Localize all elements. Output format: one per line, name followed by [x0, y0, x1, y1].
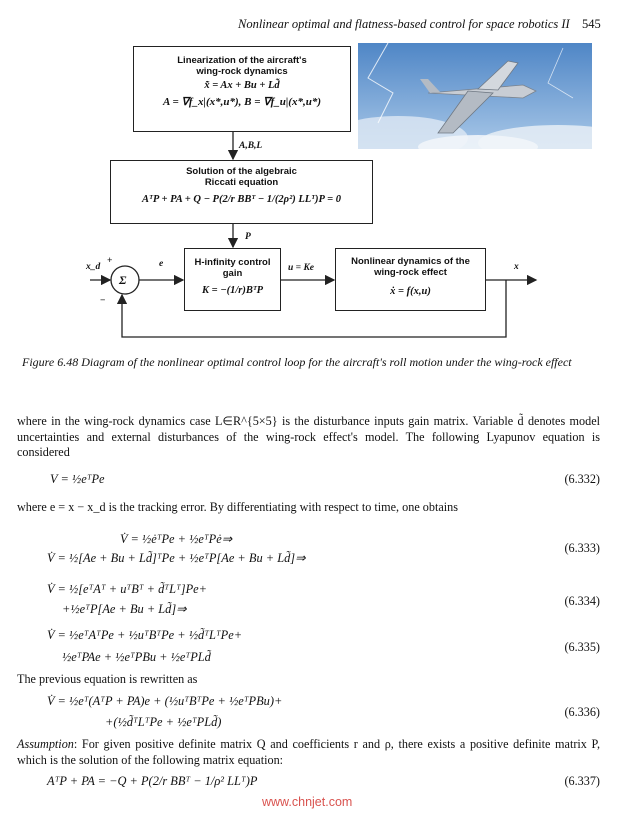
equation-number-6336: (6.336) [564, 705, 600, 719]
equation-number-6332: (6.332) [564, 472, 600, 486]
assumption-label: Assumption [17, 737, 74, 751]
diagram-connectors [0, 0, 628, 350]
equation-6335-line2: ½eᵀPAe + ½eᵀPBu + ½eᵀPLd̃ [62, 650, 211, 664]
equation-6334-line1: V̇ = ½[eᵀAᵀ + uᵀBᵀ + d̃ᵀLᵀ]Pe+ [47, 582, 208, 596]
equation-6336-line1: V̇ = ½eᵀ(AᵀP + PA)e + (½uᵀBᵀPe + ½eᵀPBu)+ [47, 694, 283, 708]
label-p: P [245, 232, 251, 242]
linearized-model-eq: x̃̇ = Ax + Bu + Ld̃ [204, 80, 280, 91]
figure-caption: Figure 6.48 Diagram of the nonlinear optimal control loop for the aircraft's roll motion under the wing-rock effect [22, 355, 572, 369]
running-header: Nonlinear optimal and flatness-based control for space robotics II [238, 17, 570, 31]
riccati-eq: AᵀP + PA + Q − P(2/r BBᵀ − 1/(2ρ²) LLᵀ)P = 0 [142, 194, 341, 205]
linearization-title: Linearization of the aircraft's wing-rock dynamics [177, 55, 307, 77]
equation-6333-line1: V̇ = ½ėᵀPe + ½eᵀPė⇒ [120, 532, 233, 546]
equation-6333-line2: V̇ = ½[Ae + Bu + Ld̃]ᵀPe + ½eᵀP[Ae + Bu + Ld̃]⇒ [47, 551, 306, 565]
paragraph-3: The previous equation is rewritten as [17, 672, 198, 686]
label-minus: − [100, 296, 106, 306]
wing-rock-dynamics-title: Nonlinear dynamics of the wing-rock effect [351, 256, 470, 278]
hinf-gain-title: H-infinity control gain [194, 257, 271, 279]
equation-6335-line1: V̇ = ½eᵀAᵀPe + ½uᵀBᵀPe + ½d̃ᵀLᵀPe+ [47, 628, 243, 642]
equation-6337: AᵀP + PA = −Q + P(2/r BBᵀ − 1/ρ² LLᵀ)P [47, 774, 258, 788]
equation-6332: V = ½eᵀPe [50, 472, 105, 486]
equation-number-6335: (6.335) [564, 640, 600, 654]
summing-junction-symbol: Σ [119, 273, 127, 287]
assumption-paragraph [17, 737, 600, 768]
equation-number-6334: (6.334) [564, 594, 600, 608]
hinf-gain-eq: K = −(1/r)BᵀP [201, 285, 264, 296]
equation-6336-line2: +(½d̃ᵀLᵀPe + ½eᵀPLd̃) [105, 715, 222, 729]
label-plus: + [107, 256, 113, 266]
label-e: e [159, 259, 164, 269]
equation-6334-line2: +½eᵀP[Ae + Bu + Ld̃]⇒ [62, 602, 187, 616]
paragraph-1: where in the wing-rock dynamics case L∈R^{5×5} is the disturbance inputs gain matrix. Variable d̃ denotes model uncertainties and external disturbances of the wing-rock effect's model. The following Lyapunov equation is considered [17, 414, 600, 459]
label-xd: x_d [86, 262, 101, 272]
label-x: x [514, 262, 519, 272]
equation-number-6333: (6.333) [564, 541, 600, 555]
riccati-title: Solution of the algebraic Riccati equation [186, 166, 297, 188]
assumption-text: : For given positive definite matrix Q and coefficients r and ρ, there exists a positive definite matrix P, which is the solution of the following matrix equation: [17, 737, 600, 767]
paragraph-2: where e = x − x_d is the tracking error. By differentiating with respect to time, one obtains [17, 500, 458, 514]
watermark: www.chnjet.com [262, 795, 353, 809]
page-number: 545 [582, 17, 601, 31]
jacobian-eq: A = ∇f_x|(x*,u*), B = ∇f_u|(x*,u*) [163, 96, 321, 108]
label-abl: A,B,L [239, 141, 263, 151]
label-u: u = Ke [288, 263, 314, 273]
wing-rock-dynamics-eq: ẋ = f(x,u) [390, 286, 431, 297]
equation-number-6337: (6.337) [564, 774, 600, 788]
